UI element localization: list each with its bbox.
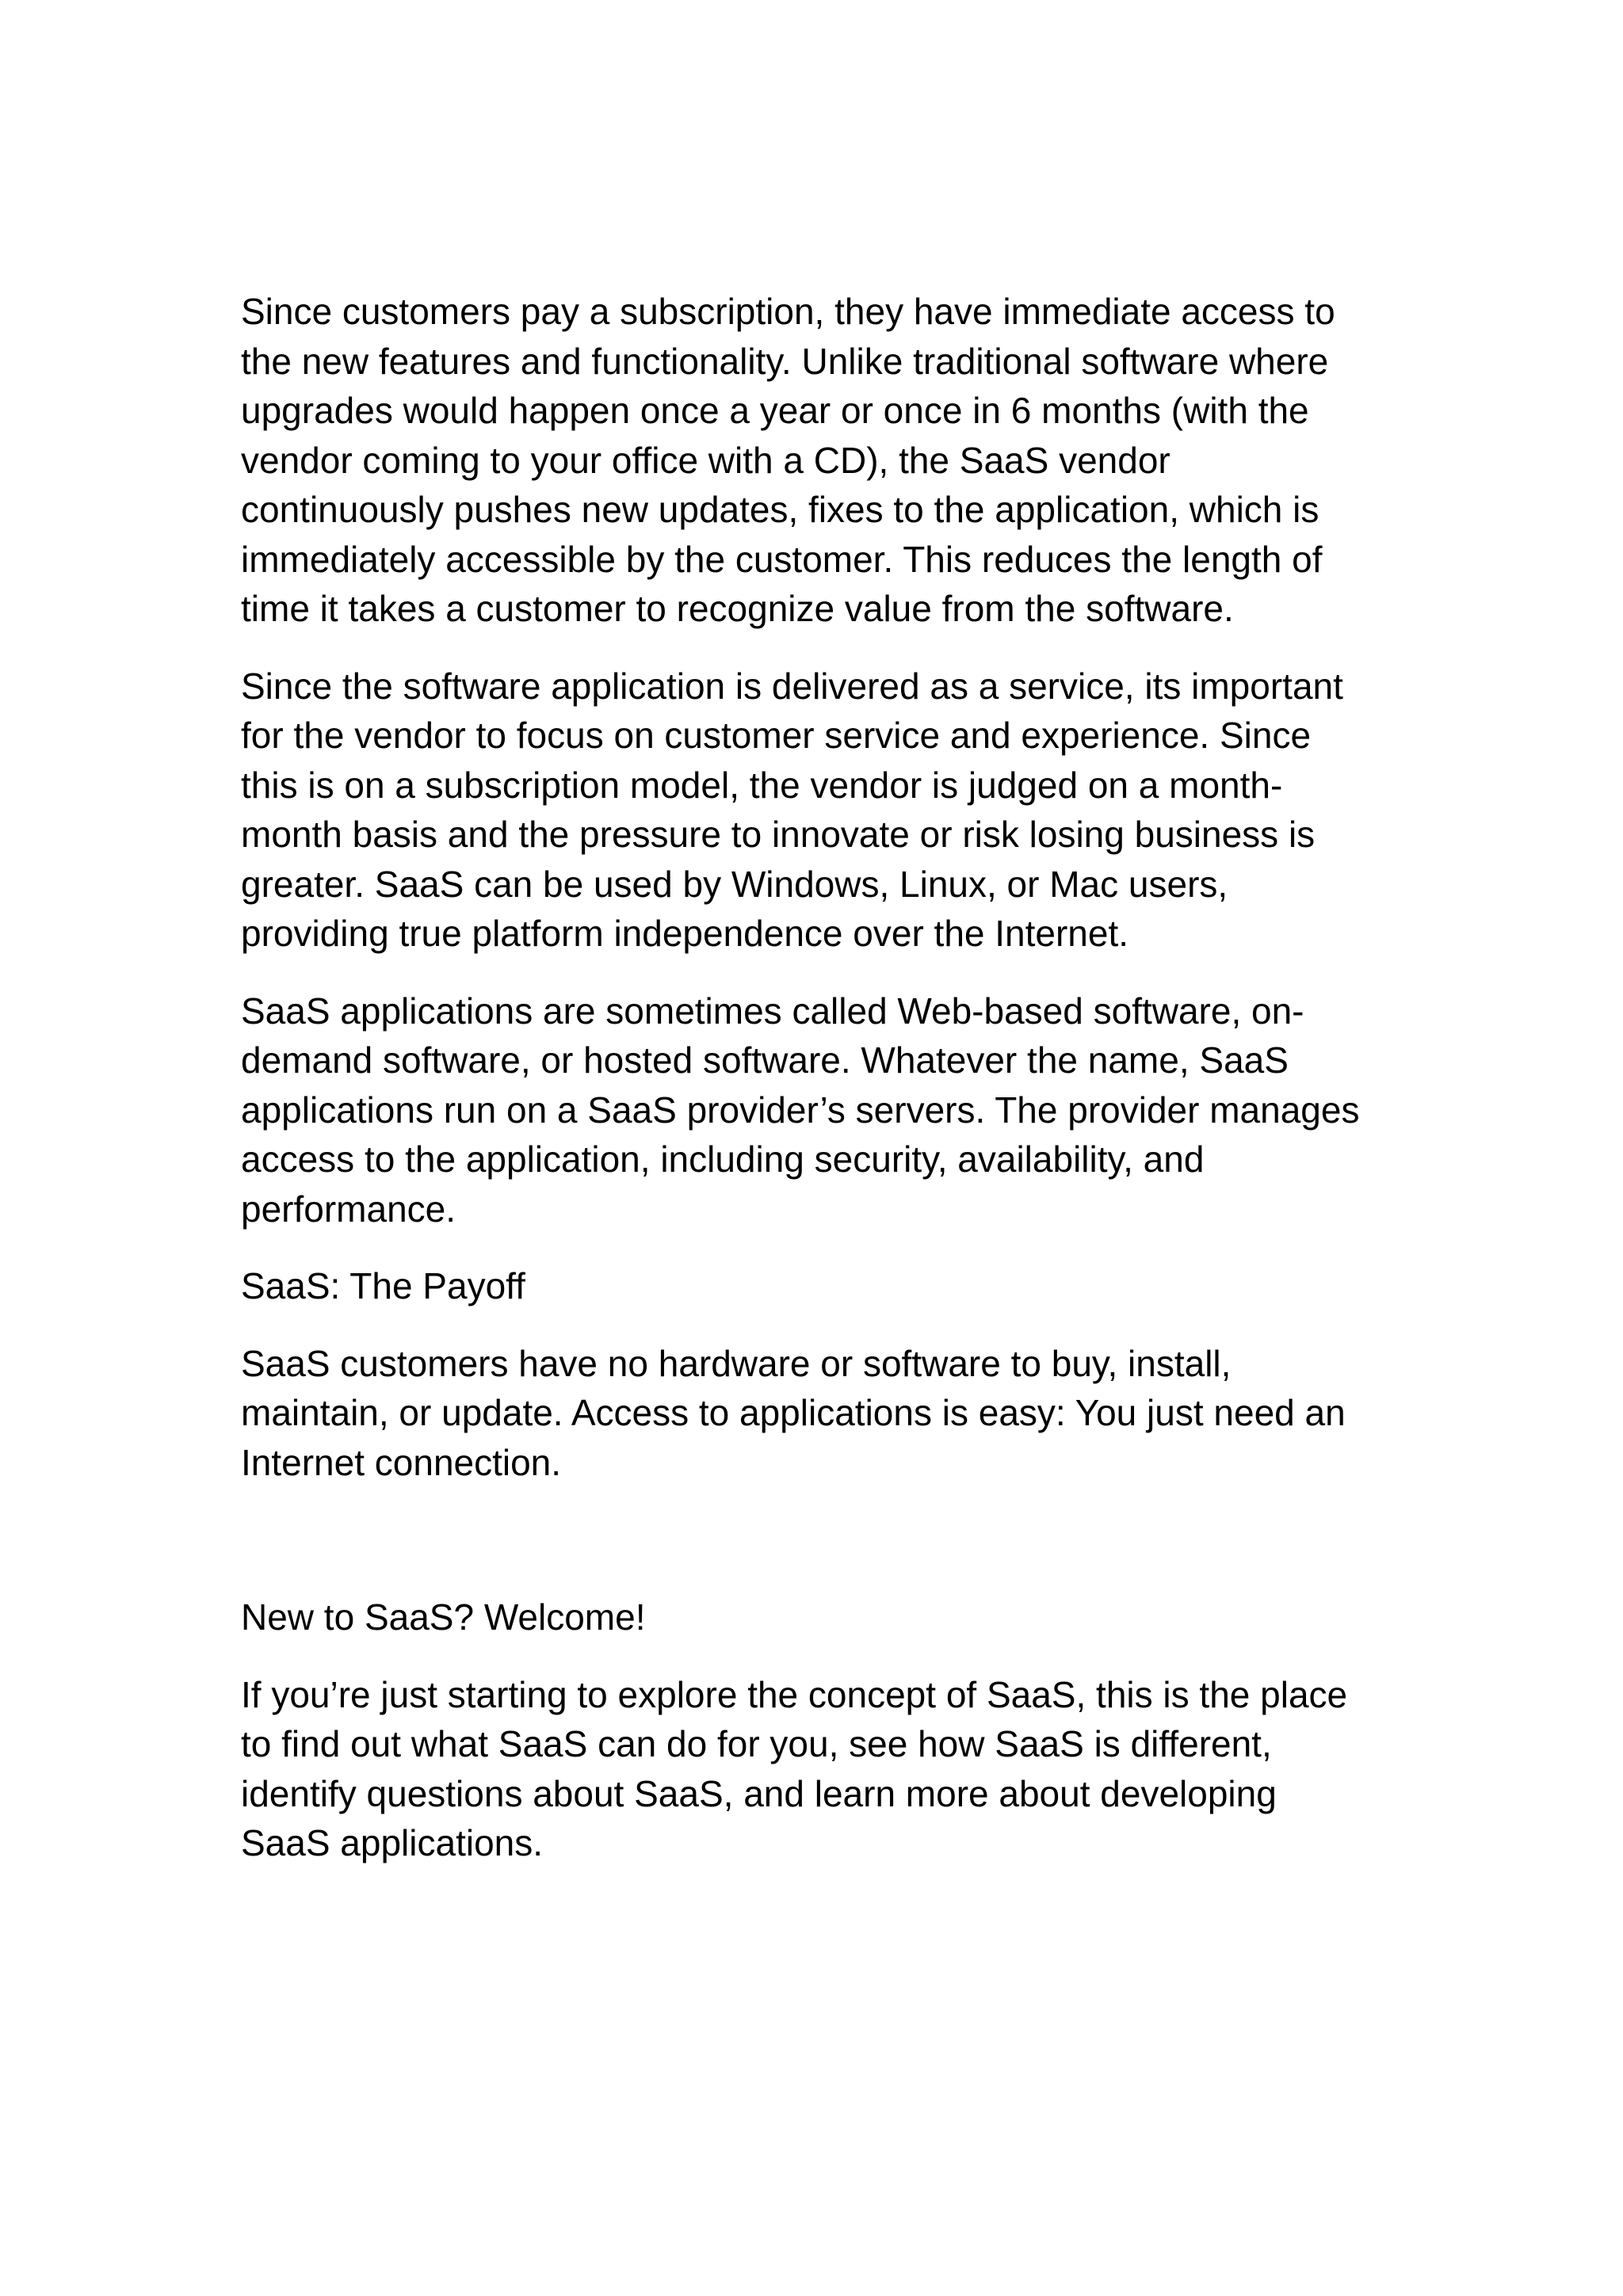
paragraph-saas-names xyxy=(241,986,1406,1234)
text-line: upgrades would happen once a year or once in 6 months (with the xyxy=(241,390,1309,431)
text-line: SaaS: The Payoff xyxy=(241,1265,525,1306)
paragraph-service-experience xyxy=(241,662,1406,959)
text-line: performance. xyxy=(241,1188,456,1230)
section-heading-welcome xyxy=(241,1592,1406,1642)
text-line: SaaS customers have no hardware or software to buy, install, xyxy=(241,1342,1232,1384)
text-line: applications run on a SaaS provider’s servers. The provider manages xyxy=(241,1089,1360,1131)
text-line: the new features and functionality. Unlike traditional software where xyxy=(241,340,1329,382)
text-line: New to SaaS? Welcome! xyxy=(241,1596,646,1638)
text-line: SaaS applications. xyxy=(241,1822,544,1863)
paragraph-welcome xyxy=(241,1670,1406,1868)
text-line: If you’re just starting to explore the concept of SaaS, this is the place xyxy=(241,1673,1348,1715)
text-line: for the vendor to focus on customer service and experience. Since xyxy=(241,715,1312,756)
text-line: demand software, or hosted software. Whatever the name, SaaS xyxy=(241,1039,1289,1081)
text-line: time it takes a customer to recognize value from the software. xyxy=(241,588,1234,629)
text-line: SaaS applications are sometimes called Web-based software, on- xyxy=(241,990,1304,1032)
document-body xyxy=(241,287,1406,1896)
text-line: maintain, or update. Access to applications is easy: You just need an xyxy=(241,1392,1346,1433)
text-line: greater. SaaS can be used by Windows, Linux, or Mac users, xyxy=(241,863,1228,905)
paragraph-payoff xyxy=(241,1339,1406,1488)
text-line: month basis and the pressure to innovate or risk losing business is xyxy=(241,814,1316,855)
text-line: continuously pushes new updates, fixes to the application, which is xyxy=(241,489,1319,530)
text-line: providing true platform independence over the Internet. xyxy=(241,913,1129,954)
text-line: this is on a subscription model, the vendor is judged on a month- xyxy=(241,764,1283,806)
text-line: Internet connection. xyxy=(241,1441,562,1483)
text-line: to find out what SaaS can do for you, see how SaaS is different, xyxy=(241,1723,1272,1764)
text-line: Since customers pay a subscription, they have immediate access to xyxy=(241,291,1335,332)
section-spacer xyxy=(241,1515,1406,1592)
section-heading-payoff xyxy=(241,1261,1406,1311)
text-line: vendor coming to your office with a CD), the SaaS vendor xyxy=(241,439,1170,481)
text-line: immediately accessible by the customer. This reduces the length of xyxy=(241,538,1323,580)
text-line: identify questions about SaaS, and learn more about developing xyxy=(241,1772,1277,1814)
text-line: Since the software application is delivered as a service, its important xyxy=(241,665,1343,707)
paragraph-subscription-updates xyxy=(241,287,1406,634)
text-line: access to the application, including security, availability, and xyxy=(241,1138,1205,1180)
